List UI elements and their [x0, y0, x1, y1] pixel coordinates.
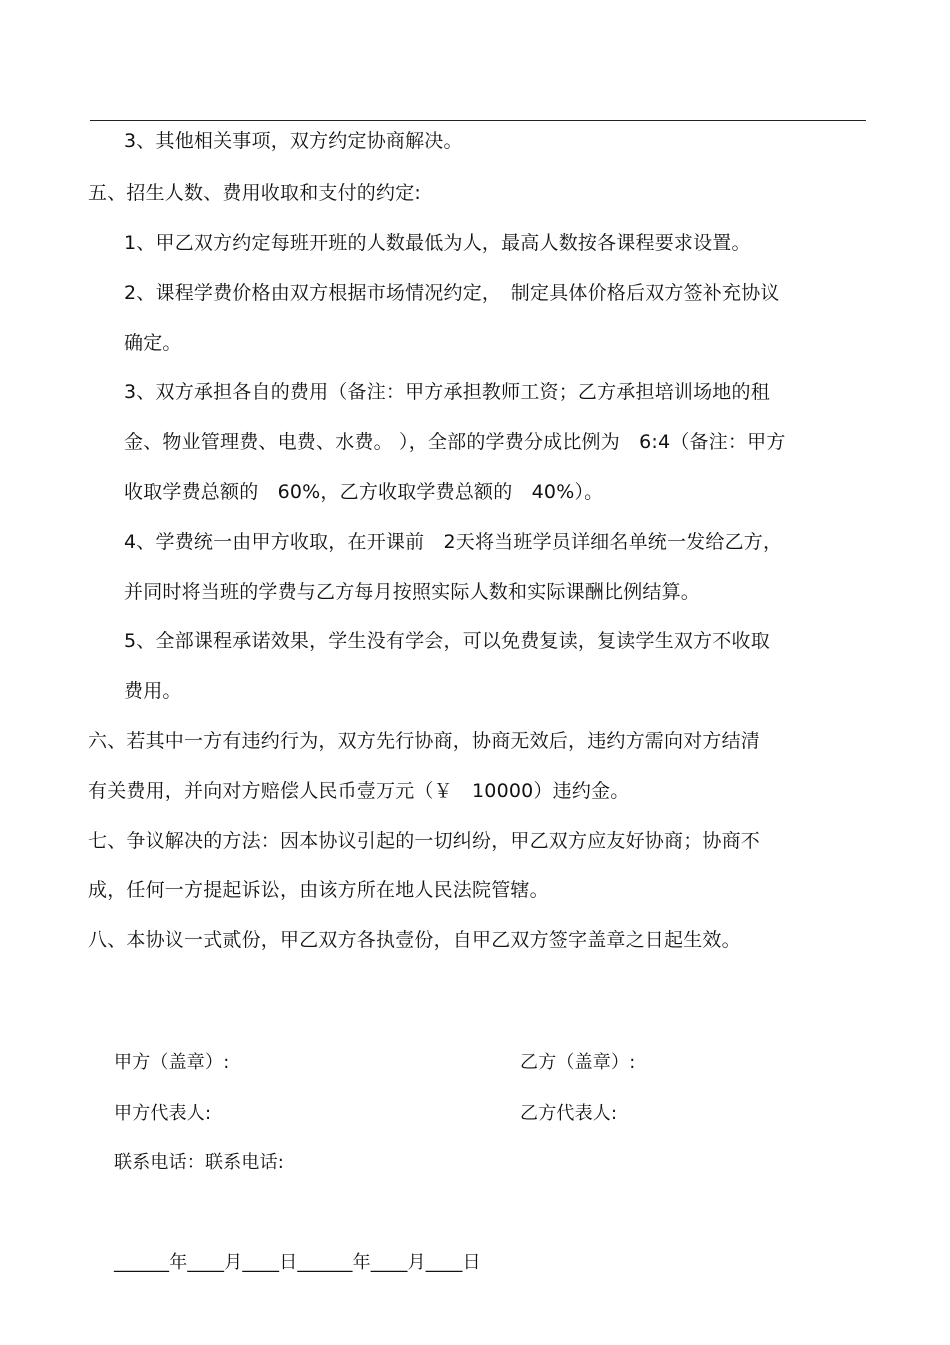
clause-5-3: 3、其他相关事项，双方约定协商解决。 [124, 130, 463, 152]
clause-5-2-line-1: 2、课程学费价格由双方根据市场情况约定， 制定具体价格后双方签补充协议 [124, 282, 780, 304]
section-6-line-1: 六、若其中一方有违约行为，双方先行协商，协商无效后，违约方需向对方结清 [88, 730, 761, 752]
clause-5-4-line-1: 4、学费统一由甲方收取，在开课前 2天将当班学员详细名单统一发给乙方， [124, 531, 783, 553]
header-rule [90, 120, 866, 121]
clause-5-5-line-1: 5、全部课程承诺效果，学生没有学会，可以免费复读，复读学生双方不收取 [124, 630, 770, 652]
clause-5-1: 1、甲乙双方约定每班开班的人数最低为人，最高人数按各课程要求设置。 [124, 232, 751, 254]
section-5-heading: 五、招生人数、费用收取和支付的约定: [88, 182, 422, 204]
party-a-seal: 甲方（盖章）: [114, 1052, 230, 1073]
clause-5-3b-line-3: 收取学费总额的 60%，乙方收取学费总额的 40%）。 [124, 481, 604, 503]
party-b-representative: 乙方代表人: [520, 1103, 618, 1124]
party-b-seal: 乙方（盖章）: [520, 1052, 636, 1073]
section-7-line-2: 成，任何一方提起诉讼，由该方所在地人民法院管辖。 [88, 879, 549, 901]
section-6-line-2: 有关费用，并向对方赔偿人民币壹万元（￥ 10000）违约金。 [88, 780, 630, 802]
clause-5-3b-line-2: 金、物业管理费、电费、水费。 ），全部的学费分成比例为 6:4（备注：甲方 [124, 431, 786, 453]
clause-5-3b-line-1: 3、双方承担各自的费用（备注：甲方承担教师工资；乙方承担培训场地的租 [124, 381, 770, 403]
clause-5-2-line-2: 确定。 [124, 332, 182, 354]
contact-phones: 联系电话：联系电话: [114, 1152, 285, 1173]
party-a-representative: 甲方代表人: [114, 1103, 212, 1124]
clause-5-4-line-2: 并同时将当班的学费与乙方每月按照实际人数和实际课酬比例结算。 [124, 581, 701, 603]
section-8: 八、本协议一式贰份，甲乙双方各执壹份，自甲乙双方签字盖章之日起生效。 [88, 929, 741, 951]
date-line: ______年____月____日______年____月____日 [114, 1252, 481, 1273]
clause-5-5-line-2: 费用。 [124, 680, 182, 702]
section-7-line-1: 七、争议解决的方法：因本协议引起的一切纠纷，甲乙双方应友好协商；协商不 [88, 830, 761, 852]
